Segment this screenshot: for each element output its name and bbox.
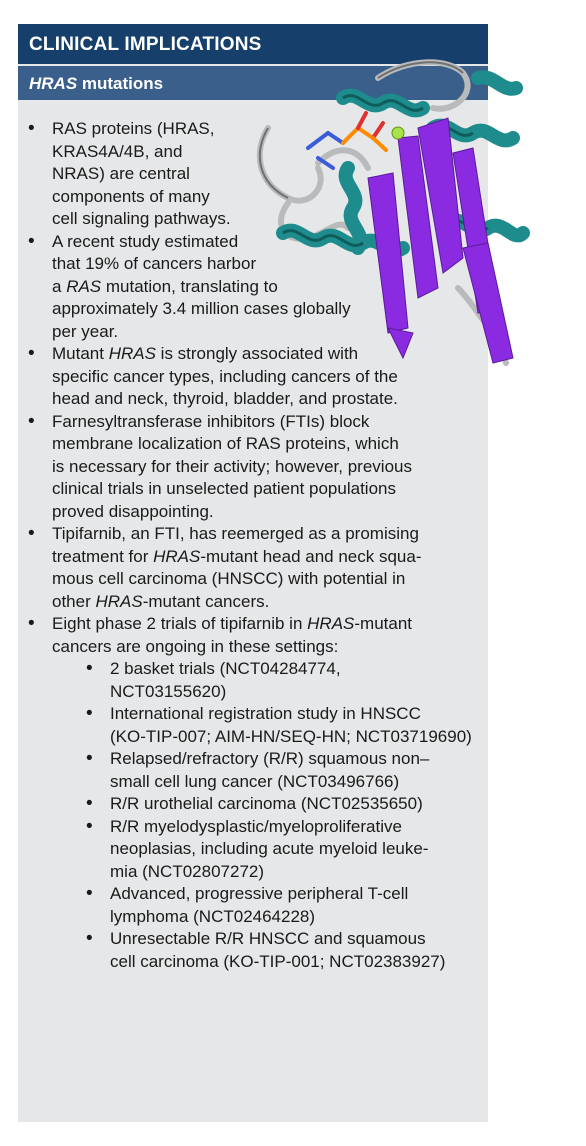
text-line: • 2 basket trials (NCT04284774, [110, 659, 341, 678]
text-line: cell carcinoma (KO-TIP-001; NCT02383927) [110, 951, 446, 971]
text-line: cell signaling pathways. [52, 209, 231, 228]
text-line: mia (NCT02807272) [110, 861, 265, 881]
text-line: membrane localization of RAS proteins, which [52, 434, 399, 453]
text-line: specific cancer types, including cancers of the [52, 366, 398, 386]
text-line: other HRAS-mutant cancers. [52, 591, 270, 611]
text-line: • Eight phase 2 trials of tipifarnib in HRAS-mutant [52, 614, 413, 633]
text-line: neoplasias, including acute myeloid leuke- [110, 839, 429, 858]
text-line: is necessary for their activity; however, previous [52, 456, 412, 476]
trial-item [52, 883, 478, 928]
text-line: (KO-TIP-007; AIM-HN/SEQ-HN; NCT03719690) [110, 726, 472, 746]
list-item [18, 411, 478, 524]
text-line: • Advanced, progressive peripheral T-cell [110, 884, 409, 903]
list-item [18, 118, 478, 231]
text-line: • Farnesyltransferase inhibitors (FTIs) block [52, 411, 370, 431]
text-line: per year. [52, 321, 119, 341]
list-item [18, 231, 478, 344]
list-item [18, 523, 478, 613]
text-line: a RAS mutation, translating to [52, 276, 278, 296]
trial-list [52, 658, 478, 973]
text-line: treatment for HRAS-mutant head and neck squa- [52, 546, 422, 566]
trial-item [52, 703, 478, 748]
gene-name: HRAS [29, 74, 78, 93]
text-line: head and neck, thyroid, bladder, and prostate. [52, 389, 398, 408]
text-line: • Unresectable R/R HNSCC and squamous [110, 929, 426, 948]
text-line: small cell lung cancer (NCT03496766) [110, 771, 400, 791]
list-item [18, 343, 478, 411]
trial-item [52, 748, 478, 793]
text-line: lymphoma (NCT02464228) [110, 906, 316, 926]
text-line: NRAS) are central [52, 164, 190, 183]
text-line: • R/R myelodysplastic/myeloproliferative [110, 816, 402, 836]
text-line: • Mutant HRAS is strongly associated with [52, 344, 359, 363]
trial-item [52, 793, 478, 816]
text-line: • Relapsed/refractory (R/R) squamous non– [110, 749, 430, 768]
bullet-list [18, 118, 478, 973]
text-line: clinical trials in unselected patient populations [52, 479, 396, 498]
text-line: NCT03155620) [110, 681, 227, 701]
panel-title: CLINICAL IMPLICATIONS [18, 24, 488, 64]
trial-item [52, 928, 478, 973]
trial-item [52, 658, 478, 703]
text-line: KRAS4A/4B, and [52, 141, 183, 161]
text-line: • R/R urothelial carcinoma (NCT02535650) [110, 794, 423, 813]
text-line: approximately 3.4 million cases globally [52, 299, 351, 318]
text-line: • Tipifarnib, an FTI, has reemerged as a promising [52, 524, 419, 543]
text-line: that 19% of cancers harbor [52, 254, 257, 273]
text-line: • RAS proteins (HRAS, [52, 119, 215, 138]
text-line: proved disappointing. [52, 501, 214, 521]
text-line: cancers are ongoing in these settings: [52, 636, 339, 656]
text-line: • International registration study in HNSCC [110, 704, 421, 723]
text-line: components of many [52, 186, 210, 206]
text-line: mous cell carcinoma (HNSCC) with potential in [52, 569, 406, 588]
text-line: • A recent study estimated [52, 231, 239, 251]
trial-item [52, 816, 478, 884]
list-item [18, 613, 478, 973]
subtitle-rest: mutations [77, 74, 164, 93]
